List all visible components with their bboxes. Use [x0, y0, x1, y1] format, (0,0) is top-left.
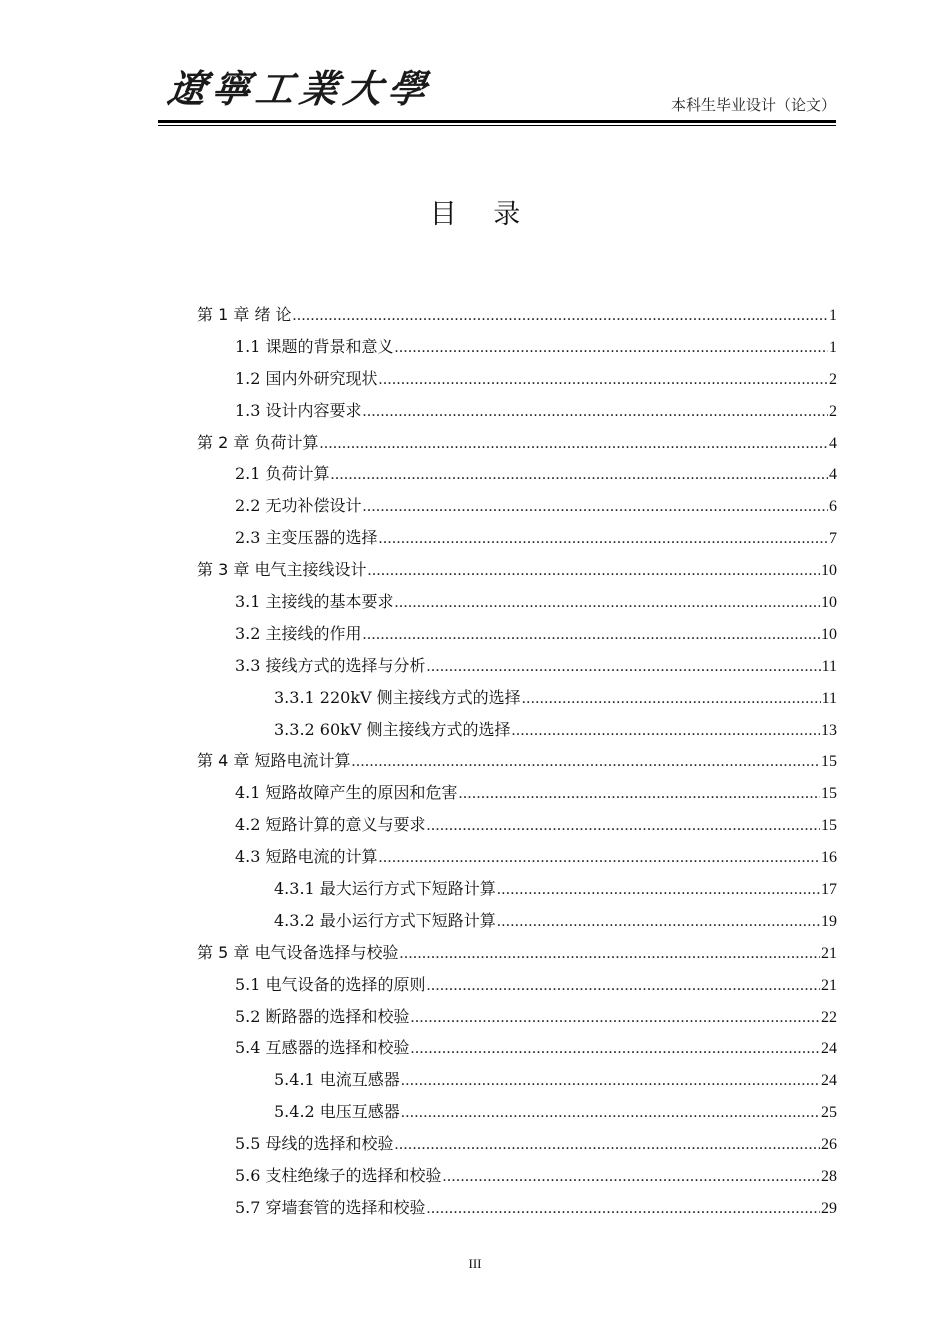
toc-leader-dots: [401, 1097, 820, 1129]
toc-entry-label: 第 2 章 负荷计算: [197, 432, 319, 452]
toc-leader-dots: [395, 332, 828, 364]
toc-entry-page: 2: [829, 402, 837, 420]
toc-leader-dots: [395, 587, 820, 619]
toc-entry-label: 3.2 主接线的作用: [235, 623, 362, 643]
toc-leader-dots: [427, 1193, 820, 1225]
toc-leader-dots: [427, 810, 820, 842]
toc-entry-label: 5.4.1 电流互感器: [274, 1070, 400, 1090]
toc-entry-page: 28: [821, 1168, 837, 1186]
toc-entry[interactable]: [197, 490, 837, 522]
toc-entry-label: 5.2 断路器的选择和校验: [235, 1006, 410, 1026]
toc-entry[interactable]: [197, 618, 837, 650]
toc-leader-dots: [367, 555, 820, 587]
toc-entry-label: 4.3.1 最大运行方式下短路计算: [274, 879, 496, 899]
toc-leader-dots: [512, 715, 821, 747]
toc-entry-page: 21: [821, 944, 837, 962]
toc-entry-label: 4.3 短路电流的计算: [235, 847, 378, 867]
toc-entry-page: 22: [821, 1008, 837, 1026]
toc-entry-page: 1: [829, 338, 837, 356]
toc-leader-dots: [363, 396, 828, 428]
toc-entry[interactable]: [197, 331, 837, 363]
toc-entry-page: 29: [821, 1199, 837, 1217]
toc-entry[interactable]: [197, 522, 837, 554]
toc-entry[interactable]: [197, 1001, 837, 1033]
university-logo: 遼寧工業大學: [164, 66, 436, 111]
toc-entry-page: 25: [821, 1104, 837, 1122]
toc-leader-dots: [379, 364, 828, 396]
toc-entry-label: 1.3 设计内容要求: [235, 400, 362, 420]
toc-entry-label: 5.4.2 电压互感器: [274, 1102, 400, 1122]
toc-entry-page: 4: [829, 434, 837, 452]
toc-entry-page: 7: [829, 530, 837, 548]
toc-entry[interactable]: [197, 427, 837, 459]
toc-leader-dots: [395, 1129, 820, 1161]
toc-entry[interactable]: [197, 586, 837, 618]
toc-entry[interactable]: [197, 1128, 837, 1160]
toc-entry[interactable]: [197, 905, 837, 937]
toc-entry-label: 2.2 无功补偿设计: [235, 496, 362, 516]
page-number: III: [468, 1256, 482, 1271]
toc-entry-label: 第 1 章 绪 论: [197, 305, 292, 324]
toc-entry-page: 24: [821, 1040, 837, 1058]
toc-leader-dots: [443, 1161, 820, 1193]
toc-entry[interactable]: [197, 809, 837, 841]
toc-leader-dots: [379, 523, 828, 555]
toc-entry[interactable]: [197, 1160, 837, 1192]
toc-entry-page: 11: [821, 657, 837, 675]
toc-entry-page: 1: [829, 307, 837, 324]
toc-entry[interactable]: [197, 1096, 837, 1128]
toc-leader-dots: [497, 874, 820, 906]
toc-entry[interactable]: [197, 363, 837, 395]
toc-entry-label: 第 5 章 电气设备选择与校验: [197, 942, 399, 962]
toc-entry-label: 5.4 互感器的选择和校验: [235, 1038, 410, 1058]
toc-entry-label: 1.2 国内外研究现状: [235, 368, 378, 388]
toc-leader-dots: [427, 970, 820, 1002]
toc-entry[interactable]: [197, 745, 837, 777]
header-rule-thick: [158, 120, 836, 123]
toc-entry-page: 10: [821, 625, 837, 643]
toc-entry-page: 16: [821, 849, 837, 867]
toc-entry[interactable]: [197, 299, 837, 331]
toc-leader-dots: [331, 459, 828, 491]
toc-entry-page: 19: [821, 912, 837, 930]
toc-entry-page: 6: [829, 498, 837, 516]
toc-entry-page: 15: [821, 817, 837, 835]
header-rule-thin: [158, 125, 836, 126]
toc-leader-dots: [427, 651, 821, 683]
toc-entry-page: 26: [821, 1136, 837, 1154]
toc-entry[interactable]: [197, 682, 837, 714]
toc-leader-dots: [401, 1065, 820, 1097]
toc-entry-page: 21: [821, 976, 837, 994]
toc-entry-label: 4.1 短路故障产生的原因和危害: [235, 783, 458, 803]
toc-entry-page: 15: [821, 753, 837, 771]
toc-entry-label: 第 4 章 短路电流计算: [197, 751, 351, 771]
table-of-contents: [197, 299, 837, 1224]
toc-entry-label: 3.3.1 220kV 侧主接线方式的选择: [274, 687, 521, 707]
toc-entry-label: 5.6 支柱绝缘子的选择和校验: [235, 1166, 442, 1186]
toc-leader-dots: [293, 300, 828, 332]
toc-entry-label: 2.3 主变压器的选择: [235, 528, 378, 548]
toc-entry[interactable]: [197, 554, 837, 586]
toc-leader-dots: [411, 1033, 820, 1065]
toc-entry[interactable]: [197, 1064, 837, 1096]
toc-entry[interactable]: [197, 1192, 837, 1224]
toc-entry-label: 3.1 主接线的基本要求: [235, 592, 394, 612]
toc-entry-page: 2: [829, 370, 837, 388]
toc-entry[interactable]: [197, 395, 837, 427]
toc-entry-label: 3.3 接线方式的选择与分析: [235, 655, 426, 675]
toc-leader-dots: [351, 746, 820, 778]
toc-leader-dots: [497, 906, 820, 938]
toc-entry-label: 5.7 穿墙套管的选择和校验: [235, 1197, 426, 1217]
toc-entry[interactable]: [197, 650, 837, 682]
toc-leader-dots: [319, 428, 828, 460]
document-type-label: 本科生毕业设计（论文）: [670, 96, 836, 114]
toc-leader-dots: [399, 938, 820, 970]
toc-entry[interactable]: [197, 1032, 837, 1064]
toc-entry-label: 4.3.2 最小运行方式下短路计算: [274, 910, 496, 930]
toc-entry-page: 4: [829, 466, 837, 484]
toc-entry-label: 第 3 章 电气主接线设计: [197, 560, 367, 580]
toc-entry[interactable]: [197, 873, 837, 905]
toc-leader-dots: [411, 1002, 820, 1034]
toc-leader-dots: [363, 619, 820, 651]
toc-entry[interactable]: [197, 714, 837, 746]
toc-entry[interactable]: [197, 777, 837, 809]
toc-entry-label: 5.1 电气设备的选择的原则: [235, 974, 426, 994]
toc-leader-dots: [379, 842, 820, 874]
toc-entry-page: 24: [821, 1072, 837, 1090]
toc-entry-page: 10: [821, 562, 837, 580]
toc-entry-label: 4.2 短路计算的意义与要求: [235, 815, 426, 835]
toc-entry-label: 2.1 负荷计算: [235, 464, 330, 484]
toc-entry-page: 11: [821, 689, 837, 707]
toc-entry-page: 15: [821, 785, 837, 803]
toc-entry-page: 17: [821, 881, 837, 899]
toc-entry-label: 1.1 课题的背景和意义: [235, 336, 394, 356]
toc-entry-label: 5.5 母线的选择和校验: [235, 1134, 394, 1154]
toc-entry[interactable]: [197, 969, 837, 1001]
toc-entry-page: 13: [821, 721, 837, 739]
toc-leader-dots: [459, 778, 820, 810]
toc-entry-page: 10: [821, 594, 837, 612]
toc-entry[interactable]: [197, 458, 837, 490]
toc-leader-dots: [363, 491, 828, 523]
toc-entry-label: 3.3.2 60kV 侧主接线方式的选择: [274, 719, 511, 739]
toc-entry[interactable]: [197, 841, 837, 873]
toc-entry[interactable]: [197, 937, 837, 969]
toc-title: 目 录: [429, 199, 535, 230]
toc-leader-dots: [522, 683, 821, 715]
